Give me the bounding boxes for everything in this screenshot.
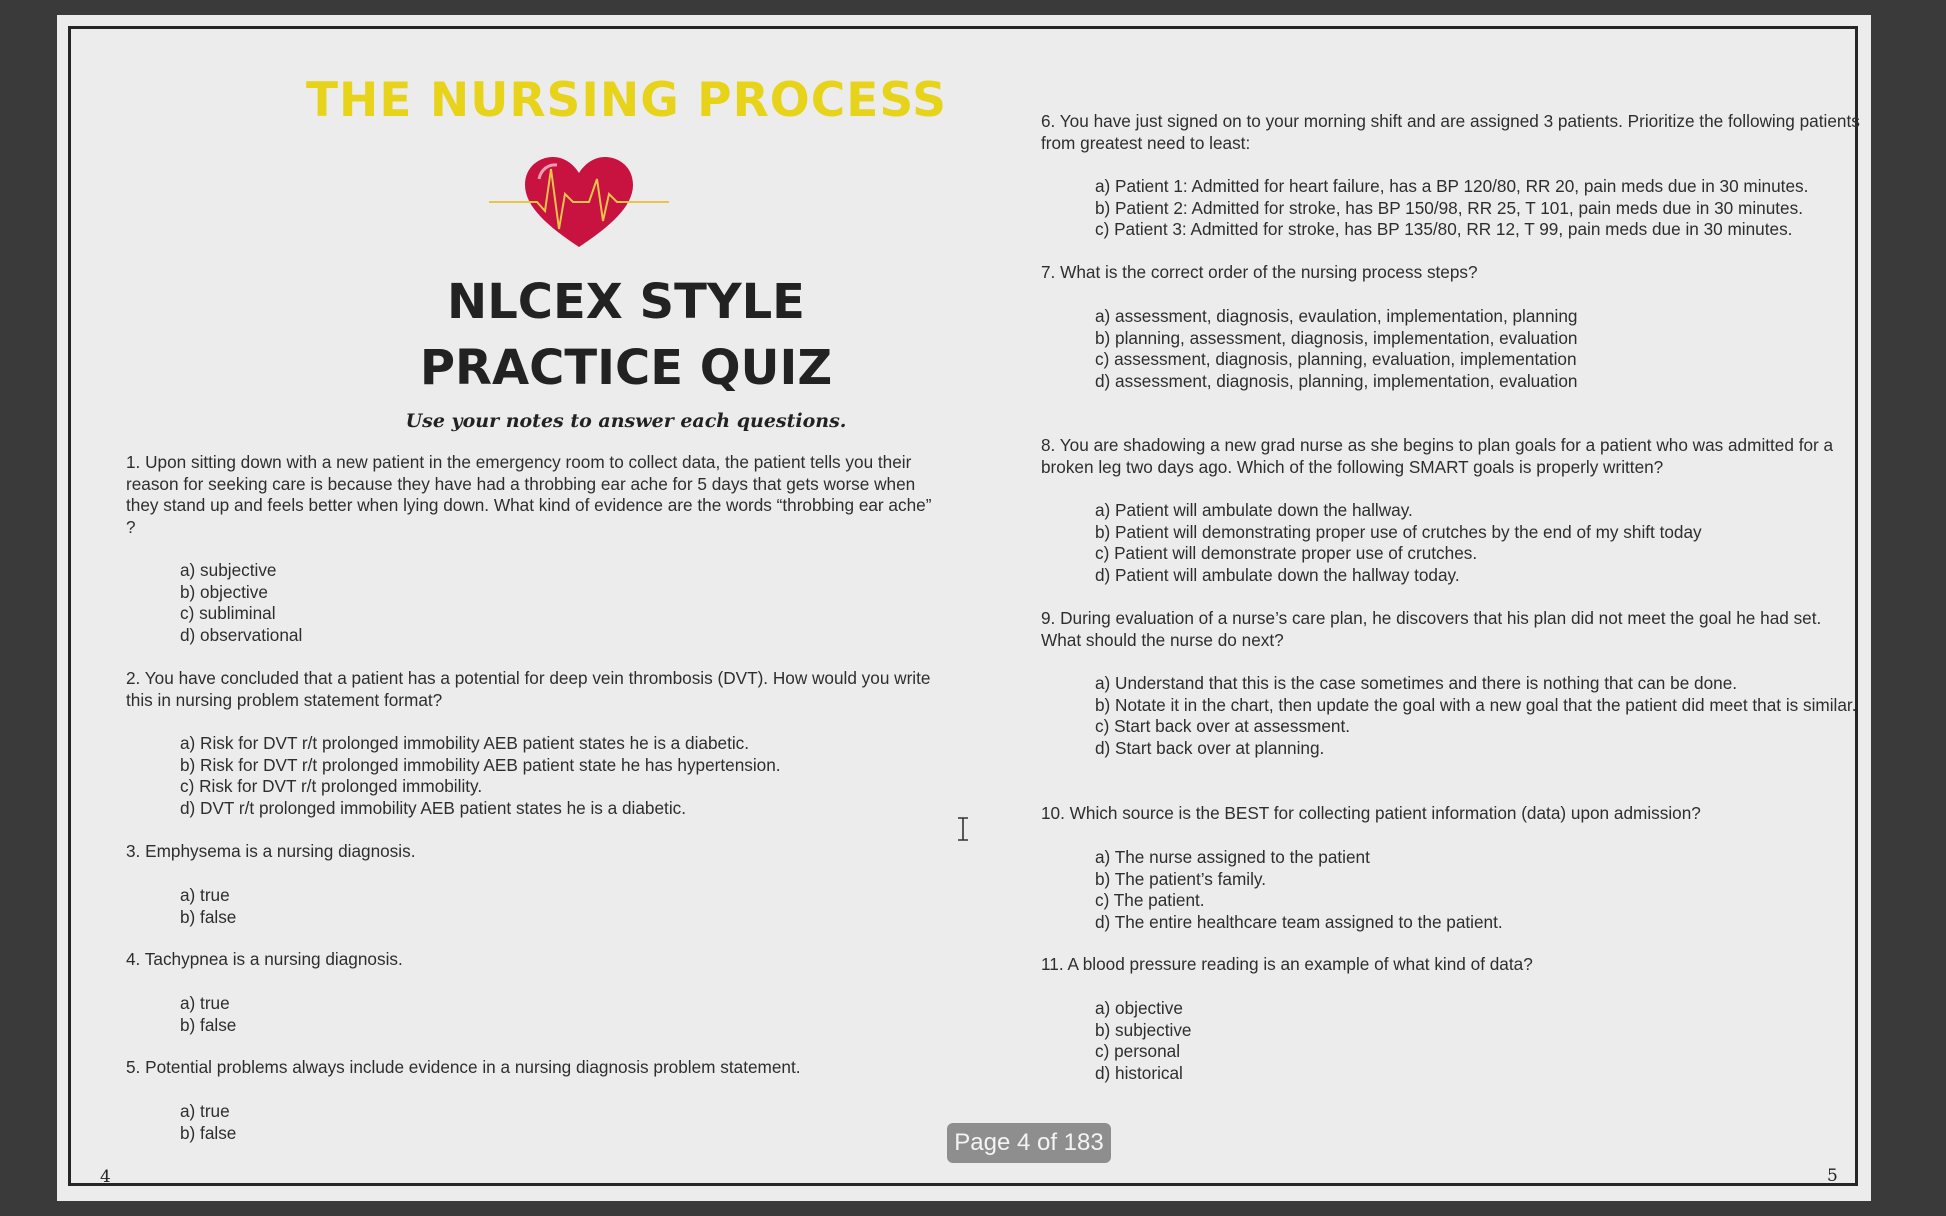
option: a) subjective bbox=[180, 560, 277, 580]
question-11-options bbox=[1095, 998, 1192, 1084]
question-10-options bbox=[1095, 847, 1503, 933]
question-1-options bbox=[180, 560, 302, 646]
question-8: 8. You are shadowing a new grad nurse as she begins to plan goals for a patient who was admitted for a broken leg two days ago. Which of the following SMART goals is properly written? bbox=[1041, 435, 1834, 477]
question-4-options bbox=[180, 993, 236, 1036]
question-10: 10. Which source is the BEST for collecting patient information (data) upon admission? bbox=[1041, 803, 1701, 823]
option: a) true bbox=[180, 993, 230, 1013]
option: a) objective bbox=[1095, 998, 1183, 1018]
question-5-options bbox=[180, 1101, 236, 1144]
option: d) historical bbox=[1095, 1062, 1183, 1083]
option: b) Patient will demonstrating proper use of crutches by the end of my shift today bbox=[1095, 521, 1702, 542]
question-2: 2. You have concluded that a patient has a potential for deep vein thrombosis (DVT). How would you write this in nursing problem statement format? bbox=[126, 668, 931, 710]
quiz-title-line1: NLCEX STYLE bbox=[447, 274, 805, 330]
question-4: 4. Tachypnea is a nursing diagnosis. bbox=[126, 949, 403, 969]
option: c) Patient 3: Admitted for stroke, has BP 135/80, RR 12, T 99, pain meds due in 30 minutes. bbox=[1095, 219, 1793, 240]
option: c) subliminal bbox=[180, 603, 276, 624]
option: c) personal bbox=[1095, 1041, 1181, 1062]
option: a) true bbox=[180, 1101, 230, 1121]
option: a) assessment, diagnosis, evaulation, implementation, planning bbox=[1095, 306, 1578, 326]
question-9-options bbox=[1095, 673, 1865, 759]
option: c) Risk for DVT r/t prolonged immobility. bbox=[180, 776, 483, 797]
question-5: 5. Potential problems always include evidence in a nursing diagnosis problem statement. bbox=[126, 1057, 801, 1077]
question-2-options bbox=[180, 733, 781, 819]
page-spread bbox=[68, 26, 1858, 1186]
option: c) The patient. bbox=[1095, 890, 1205, 911]
option: a) true bbox=[180, 885, 230, 905]
question-3: 3. Emphysema is a nursing diagnosis. bbox=[126, 841, 416, 861]
question-6: 6. You have just signed on to your morning shift and are assigned 3 patients. Prioritize the following patients from greatest need to least: bbox=[1041, 111, 1860, 153]
option: a) Understand that this is the case sometimes and there is nothing that can be done. bbox=[1095, 673, 1738, 693]
option: b) false bbox=[180, 1014, 237, 1035]
question-7-options bbox=[1095, 306, 1577, 392]
option: b) false bbox=[180, 906, 237, 927]
option: c) Patient will demonstrate proper use of crutches. bbox=[1095, 543, 1478, 564]
header-title: THE NURSING PROCESS bbox=[306, 73, 947, 128]
option: b) false bbox=[180, 1122, 237, 1143]
option: d) The entire healthcare team assigned to the patient. bbox=[1095, 911, 1503, 932]
option: b) Patient 2: Admitted for stroke, has BP 150/98, RR 25, T 101, pain meds due in 30 minutes. bbox=[1095, 197, 1803, 218]
question-1: 1. Upon sitting down with a new patient in the emergency room to collect data, the patient tells you their reason for seeking care is because they have had a throbbing ear ache for 5 days that gets worse when they stand up and feels better when lying down. What kind of evidence are the words “throbbing ear ache” ? bbox=[126, 452, 932, 537]
option: b) planning, assessment, diagnosis, implementation, evaluation bbox=[1095, 327, 1578, 348]
option: d) Patient will ambulate down the hallway today. bbox=[1095, 564, 1460, 585]
text-cursor-icon bbox=[956, 817, 970, 841]
option: a) The nurse assigned to the patient bbox=[1095, 847, 1370, 867]
page-number-right: 5 bbox=[1827, 1166, 1838, 1186]
question-7: 7. What is the correct order of the nursing process steps? bbox=[1041, 262, 1478, 282]
quiz-title-line2: PRACTICE QUIZ bbox=[419, 340, 833, 396]
document-viewer bbox=[57, 15, 1871, 1201]
option: c) assessment, diagnosis, planning, evaluation, implementation bbox=[1095, 349, 1577, 370]
option: b) objective bbox=[180, 581, 268, 602]
question-9: 9. During evaluation of a nurse’s care plan, he discovers that his plan did not meet the goal he had set. What should the nurse do next? bbox=[1041, 608, 1822, 650]
option: d) DVT r/t prolonged immobility AEB patient states he is a diabetic. bbox=[180, 797, 687, 818]
option: b) The patient’s family. bbox=[1095, 868, 1267, 889]
option: a) Risk for DVT r/t prolonged immobility AEB patient states he is a diabetic. bbox=[180, 733, 750, 753]
option: b) Risk for DVT r/t prolonged immobility AEB patient state he has hypertension. bbox=[180, 754, 781, 775]
quiz-subtitle: Use your notes to answer each questions. bbox=[405, 410, 847, 432]
option: c) Start back over at assessment. bbox=[1095, 716, 1351, 737]
question-8-options bbox=[1095, 500, 1702, 586]
question-3-options bbox=[180, 885, 236, 928]
option: d) Start back over at planning. bbox=[1095, 737, 1325, 758]
option: d) observational bbox=[180, 624, 303, 645]
option: b) Notate it in the chart, then update the goal with a new goal that the patient did meet that is similar. bbox=[1095, 694, 1857, 715]
page-number-left: 4 bbox=[100, 1167, 111, 1187]
option: a) Patient 1: Admitted for heart failure, has a BP 120/80, RR 20, pain meds due in 30 minutes. bbox=[1095, 176, 1809, 196]
quiz-title bbox=[316, 269, 936, 401]
question-6-options bbox=[1095, 176, 1808, 241]
option: b) subjective bbox=[1095, 1019, 1192, 1040]
question-11: 11. A blood pressure reading is an example of what kind of data? bbox=[1041, 954, 1533, 974]
option: d) assessment, diagnosis, planning, implementation, evaluation bbox=[1095, 370, 1578, 391]
option: a) Patient will ambulate down the hallway. bbox=[1095, 500, 1413, 520]
heart-ekg-icon bbox=[489, 149, 669, 259]
page-indicator: Page 4 of 183 bbox=[947, 1123, 1111, 1163]
